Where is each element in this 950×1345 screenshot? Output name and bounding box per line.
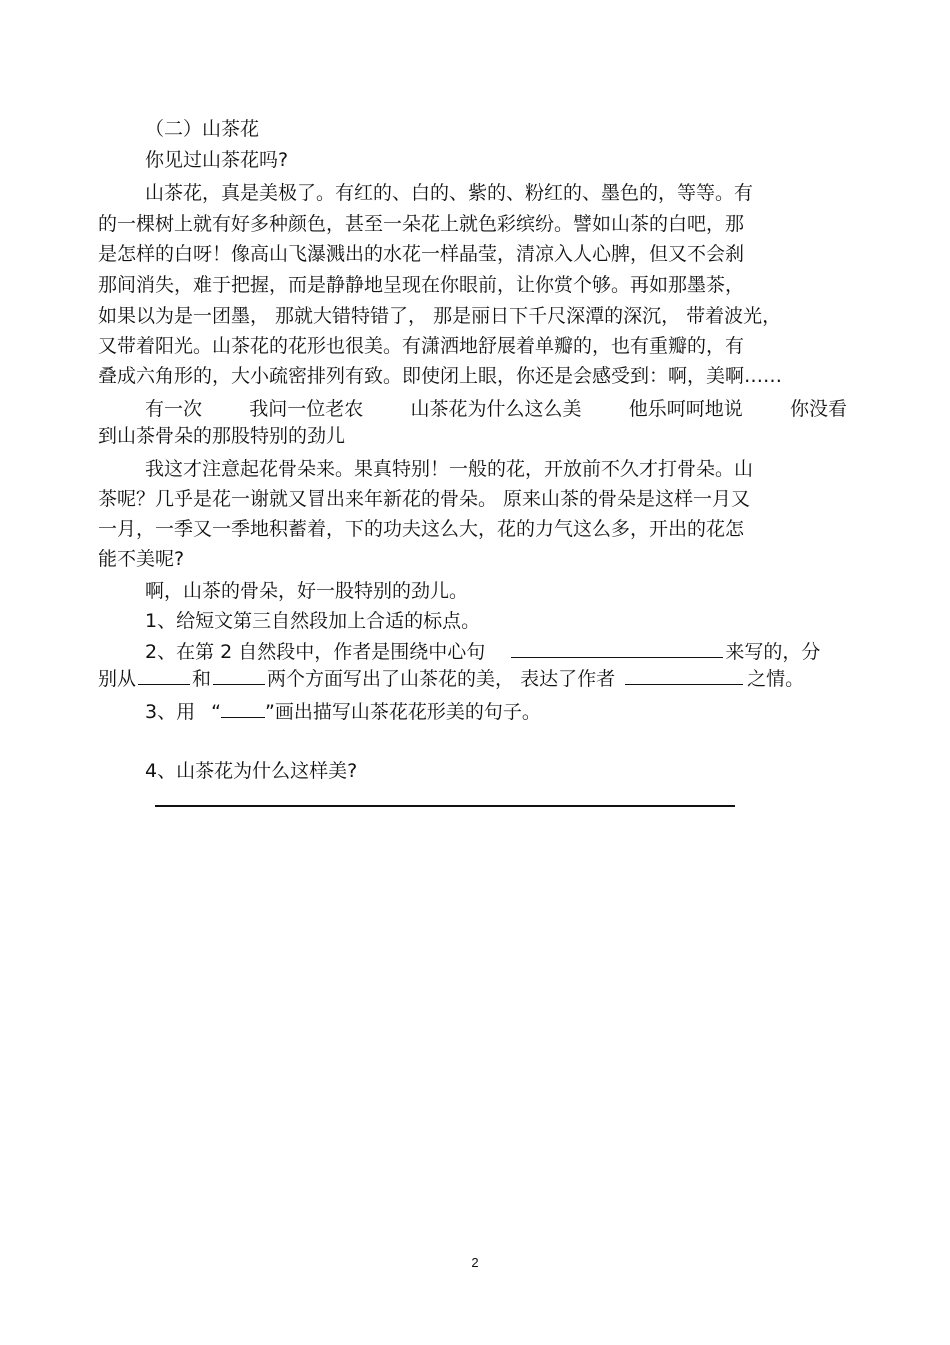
answer-blank-feeling[interactable] [625, 666, 743, 685]
para2-part: 有一次 [145, 398, 203, 420]
para1-line-7: 叠成六角形的，大小疏密排列有致。即使闭上眼，你还是会感受到：啊，美啊…… [98, 365, 783, 387]
q2-text-b: 来写的，分 [725, 641, 821, 663]
para1-line-4: 那间消失，难于把握，而是静静地呈现在你眼前，让你赏个够。再如那墨茶， [98, 274, 745, 296]
answer-line-q4[interactable] [155, 805, 735, 807]
answer-blank-aspect-2[interactable] [213, 666, 265, 685]
para2-part: 你没看 [789, 398, 847, 420]
q2-text-d: 和 [192, 668, 212, 690]
para3-line-4: 能不美呢? [98, 548, 185, 570]
q2-text-f: 之情。 [747, 668, 805, 690]
q2-text-c: 别从 [98, 668, 137, 690]
q2-text-e: 两个方面写出了山茶花的美， 表达了作者 [267, 668, 616, 690]
paragraph-4: 啊，山茶的骨朵，好一股特别的劲儿。 [145, 580, 469, 602]
question-4: 4、山茶花为什么这样美? [145, 760, 358, 782]
para3-line-1: 我这才注意起花骨朵来。果真特别！一般的花，开放前不久才打骨朵。山 [145, 458, 754, 480]
para1-line-2: 的一棵树上就有好多种颜色，甚至一朵花上就色彩缤纷。譬如山茶的白吧，那 [98, 213, 745, 235]
opening-question: 你见过山茶花吗? [145, 149, 289, 171]
para1-line-5: 如果以为是一团墨， 那就大错特错了， 那是丽日下千尺深潭的深沉， 带着波光， [98, 305, 782, 327]
para2-line-2: 到山茶骨朵的那股特别的劲儿 [98, 425, 346, 447]
answer-blank-aspect-1[interactable] [138, 666, 190, 685]
para2-line-1 [145, 397, 847, 421]
q3-text-b: 画出描写山茶花花形美的句子。 [274, 701, 541, 723]
q3-text-a: 3、用 [145, 701, 196, 723]
heading: （二）山茶花 [145, 118, 260, 140]
para1-line-1: 山茶花，真是美极了。有红的、白的、紫的、粉红的、墨色的，等等。有 [145, 182, 754, 204]
para3-line-3: 一月，一季又一季地积蓄着，下的功夫这么大，花的力气这么多，开出的花怎 [98, 518, 745, 540]
question-2-line-2 [98, 666, 804, 691]
para3-line-2: 茶呢？几乎是花一谢就又冒出来年新花的骨朵。 原来山茶的骨朵是这样一月又 [98, 488, 751, 510]
para2-part: 我问一位老农 [249, 398, 364, 420]
para1-line-6: 又带着阳光。山茶花的花形也很美。有潇洒地舒展着单瓣的，也有重瓣的，有 [98, 335, 745, 357]
question-2-line-1 [145, 639, 820, 664]
underline-mark-close-quote: ” [264, 701, 275, 723]
question-1: 1、给短文第三自然段加上合适的标点。 [145, 610, 481, 632]
para2-part: 山茶花为什么这么美 [410, 398, 582, 420]
underline-mark-open-quote: “ [211, 701, 221, 723]
underline-mark-blank [221, 699, 265, 718]
para2-part: 他乐呵呵地说 [628, 398, 743, 420]
para1-line-3: 是怎样的白呀！像高山飞瀑溅出的水花一样晶莹，清凉入人心脾，但又不会刹 [98, 243, 745, 265]
q2-text-a: 2、在第 2 自然段中，作者是围绕中心句 [145, 641, 486, 663]
answer-blank-central-sentence[interactable] [511, 639, 723, 658]
question-3 [145, 699, 541, 724]
page-number: 2 [471, 1255, 479, 1270]
